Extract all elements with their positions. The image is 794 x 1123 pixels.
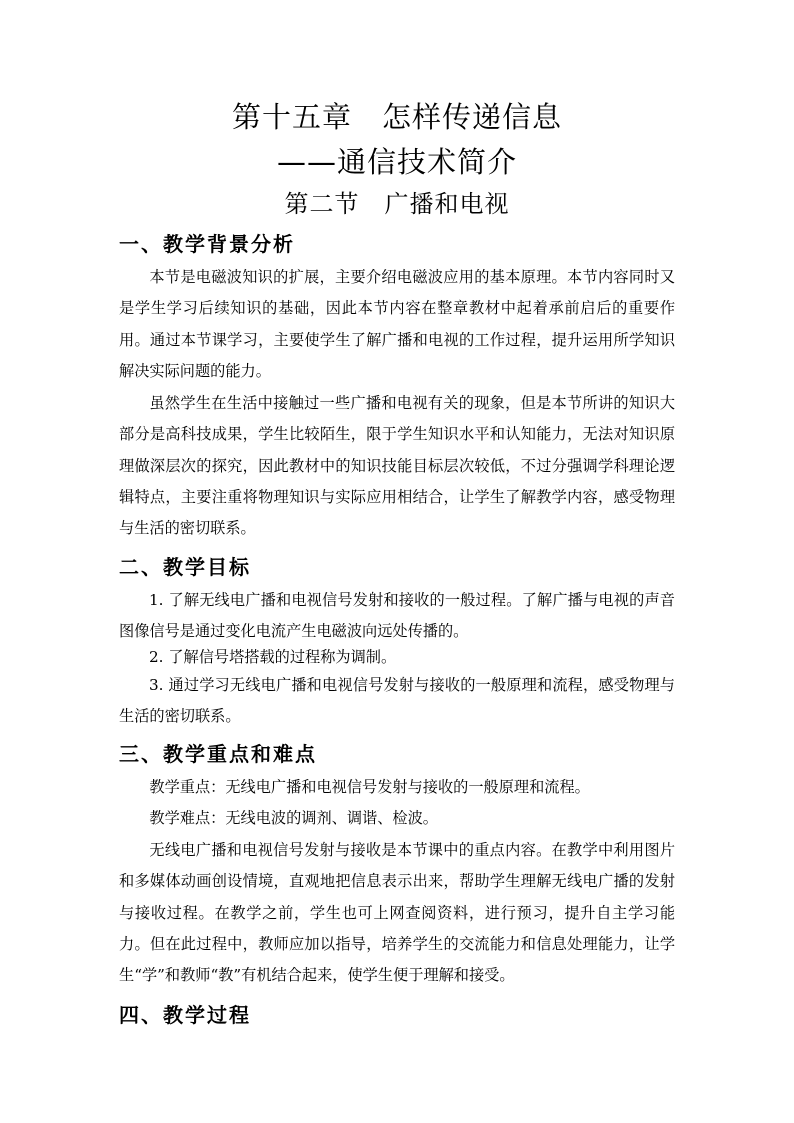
paragraph: 本节是电磁波知识的扩展，主要介绍电磁波应用的基本原理。本节内容同时又是学生学习后续知识的基础，因此本节内容在整章教材中起着承前启后的重要作用。通过本节课学习，主要使学生了解广播和电视的工作过程，提升运用所学知识解决实际问题的能力。 (119, 268, 675, 380)
chapter-title: 第十五章 怎样传递信息 (231, 100, 562, 134)
paragraph: 教学重点：无线电广播和电视信号发射与接收的一般原理和流程。 (149, 778, 590, 796)
list-item: 2. 了解信号塔搭载的过程称为调制。 (149, 648, 397, 666)
paragraph: 虽然学生在生活中接触过一些广播和电视有关的现象，但是本节所讲的知识大部分是高科技成果，学生比较陌生，限于学生知识水平和认知能力，无法对知识原理做深层次的探究，因此教材中的知识技能目标层次较低，不过分强调学科理论逻辑特点，主要注重将物理知识与实际应用相结合，让学生了解教学内容，感受物理与生活的密切联系。 (119, 394, 675, 538)
section-heading-3: 三、教学重点和难点 (119, 742, 317, 766)
section-heading-1: 一、教学背景分析 (119, 232, 295, 256)
paragraph: 教学难点：无线电波的调剂、调谐、检波。 (149, 809, 438, 827)
chapter-subtitle: ——通信技术简介 (276, 145, 517, 179)
paragraph: 无线电广播和电视信号发射与接收是本节课中的重点内容。在教学中利用图片和多媒体动画创设情境，直观地把信息表示出来，帮助学生理解无线电广播的发射与接收过程。在教学之前，学生也可上网查阅资料，进行预习，提升自主学习能力。但在此过程中，教师应加以指导，培养学生的交流能力和信息处理能力，让学生“学”和教师“教”有机结合起来，使学生便于理解和接受。 (119, 841, 675, 985)
section-heading-2: 二、教学目标 (119, 555, 251, 579)
section-heading-4: 四、教学过程 (119, 1003, 251, 1027)
section-title: 第二节 广播和电视 (284, 190, 510, 218)
list-item: 3. 通过学习无线电广播和电视信号发射与接收的一般原理和流程，感受物理与生活的密切联系。 (119, 676, 675, 726)
list-item: 1. 了解无线电广播和电视信号发射和接收的一般过程。了解广播与电视的声音图像信号是通过变化电流产生电磁波向远处传播的。 (119, 591, 675, 641)
